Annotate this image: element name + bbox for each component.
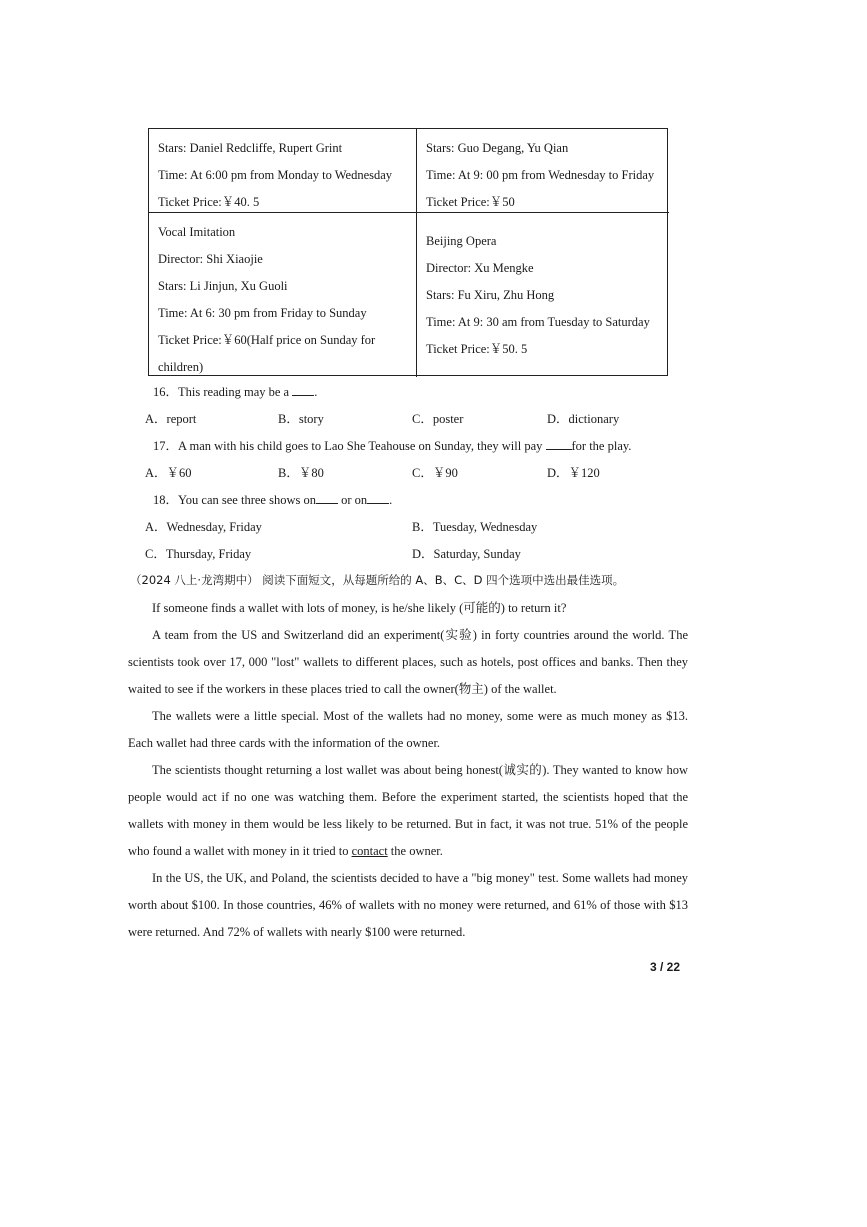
cell-line: Time: At 6:00 pm from Monday to Wednesday <box>158 168 393 182</box>
cell-line: Director: Shi Xiaojie <box>158 252 263 266</box>
cell-line: Director: Xu Mengke <box>426 260 534 275</box>
show-cell-3 <box>149 213 417 377</box>
question-text: You can see three shows on <box>178 493 316 507</box>
question-text-end: for the play. <box>571 439 632 453</box>
option-17-c[interactable]: C．￥90 <box>412 466 458 480</box>
passage-paragraph-4 <box>128 757 688 865</box>
question-number: 16． <box>153 385 179 399</box>
cell-line: Time: At 9: 30 am from Tuesday to Saturday <box>426 314 650 329</box>
option-16-d[interactable]: D．dictionary <box>547 412 620 426</box>
cell-line: Beijing Opera <box>426 233 497 248</box>
cell-line: Ticket Price:￥40. 5 <box>158 195 260 209</box>
option-18-b[interactable]: B．Tuesday, Wednesday <box>412 520 538 534</box>
option-18-d[interactable]: D．Saturday, Sunday <box>412 547 521 561</box>
show-cell-2 <box>417 129 669 213</box>
question-16 <box>153 382 317 402</box>
cell-line: Time: At 6: 30 pm from Friday to Sunday <box>158 306 367 320</box>
question-text-end: . <box>314 385 318 399</box>
question-18 <box>153 490 392 510</box>
cell-line: Time: At 9: 00 pm from Wednesday to Friday <box>426 168 655 182</box>
question-17 <box>153 436 631 456</box>
option-17-d[interactable]: D．￥120 <box>547 466 600 480</box>
underlined-word: contact <box>351 844 388 858</box>
answer-blank <box>367 491 389 504</box>
cell-line: Stars: Li Jinjun, Xu Guoli <box>158 279 288 293</box>
cell-line: Ticket Price:￥50. 5 <box>426 341 528 356</box>
option-16-b[interactable]: B．story <box>278 412 324 426</box>
page-number: 3 / 22 <box>650 960 681 974</box>
cell-line: Ticket Price:￥60(Half price on Sunday for children) <box>158 333 376 374</box>
option-17-a[interactable]: A．￥60 <box>145 466 192 480</box>
cell-line: Ticket Price:￥50 <box>426 195 515 209</box>
cell-line: Stars: Daniel Redcliffe, Rupert Grint <box>158 141 343 155</box>
question-text: This reading may be a <box>178 385 293 399</box>
passage-paragraph-1: If someone finds a wallet with lots of money, is he/she likely (可能的) to return it? <box>152 601 567 615</box>
passage-source: （2024 八上·龙湾期中） 阅读下面短文，从每题所给的 A、B、C、D 四个选项中选出最佳选项。 <box>130 573 625 587</box>
passage-paragraph-5: In the US, the UK, and Poland, the scientists decided to have a "big money" test. Some wallets had money worth about $100. In those countries, 46% of wallets with no money were returned, and 61% of those with $13 were returned. And 72% of wallets with nearly $100 were returned. <box>128 871 688 939</box>
show-cell-4 <box>417 213 669 377</box>
shows-table <box>148 128 668 376</box>
cell-line: Vocal Imitation <box>158 225 236 239</box>
option-17-b[interactable]: B．￥80 <box>278 466 324 480</box>
passage-paragraph-2: A team from the US and Switzerland did an experiment(实验) in forty countries around the world. The scientists took over 17, 000 "lost" wallets to different places, such as hotels, post offices and banks. Then they waited to see if the workers in these places tried to call the owner(物主) of the wallet. <box>128 628 688 696</box>
option-18-c[interactable]: C．Thursday, Friday <box>145 547 252 561</box>
cell-line: Stars: Fu Xiru, Zhu Hong <box>426 287 555 302</box>
show-cell-1 <box>149 129 417 213</box>
question-text-middle: or on <box>337 493 368 507</box>
question-text-end: . <box>389 493 393 507</box>
answer-blank <box>316 491 338 504</box>
passage-paragraph-3: The wallets were a little special. Most of the wallets had no money, some were as much money as $13. Each wallet had three cards with the information of the owner. <box>128 709 688 750</box>
question-number: 17． <box>153 439 179 453</box>
answer-blank <box>292 383 314 396</box>
cell-line: Stars: Guo Degang, Yu Qian <box>426 141 569 155</box>
question-text: A man with his child goes to Lao She Teahouse on Sunday, they will pay <box>178 439 546 453</box>
answer-blank <box>546 437 572 450</box>
paragraph-text: the owner. <box>387 844 443 858</box>
option-18-a[interactable]: A．Wednesday, Friday <box>145 520 262 534</box>
option-16-c[interactable]: C．poster <box>412 412 464 426</box>
paragraph-text: The scientists thought returning a lost wallet was about being honest(诚实的). They wanted to know how people would act if no one was watching them. Before the experiment started, the scientists hoped that the wallets with money in them would be less likely to be returned. But in fact, it was not true. 51% of the people who found a wallet with money in it tried to <box>128 763 688 858</box>
option-16-a[interactable]: A．report <box>145 412 197 426</box>
question-number: 18． <box>153 493 179 507</box>
